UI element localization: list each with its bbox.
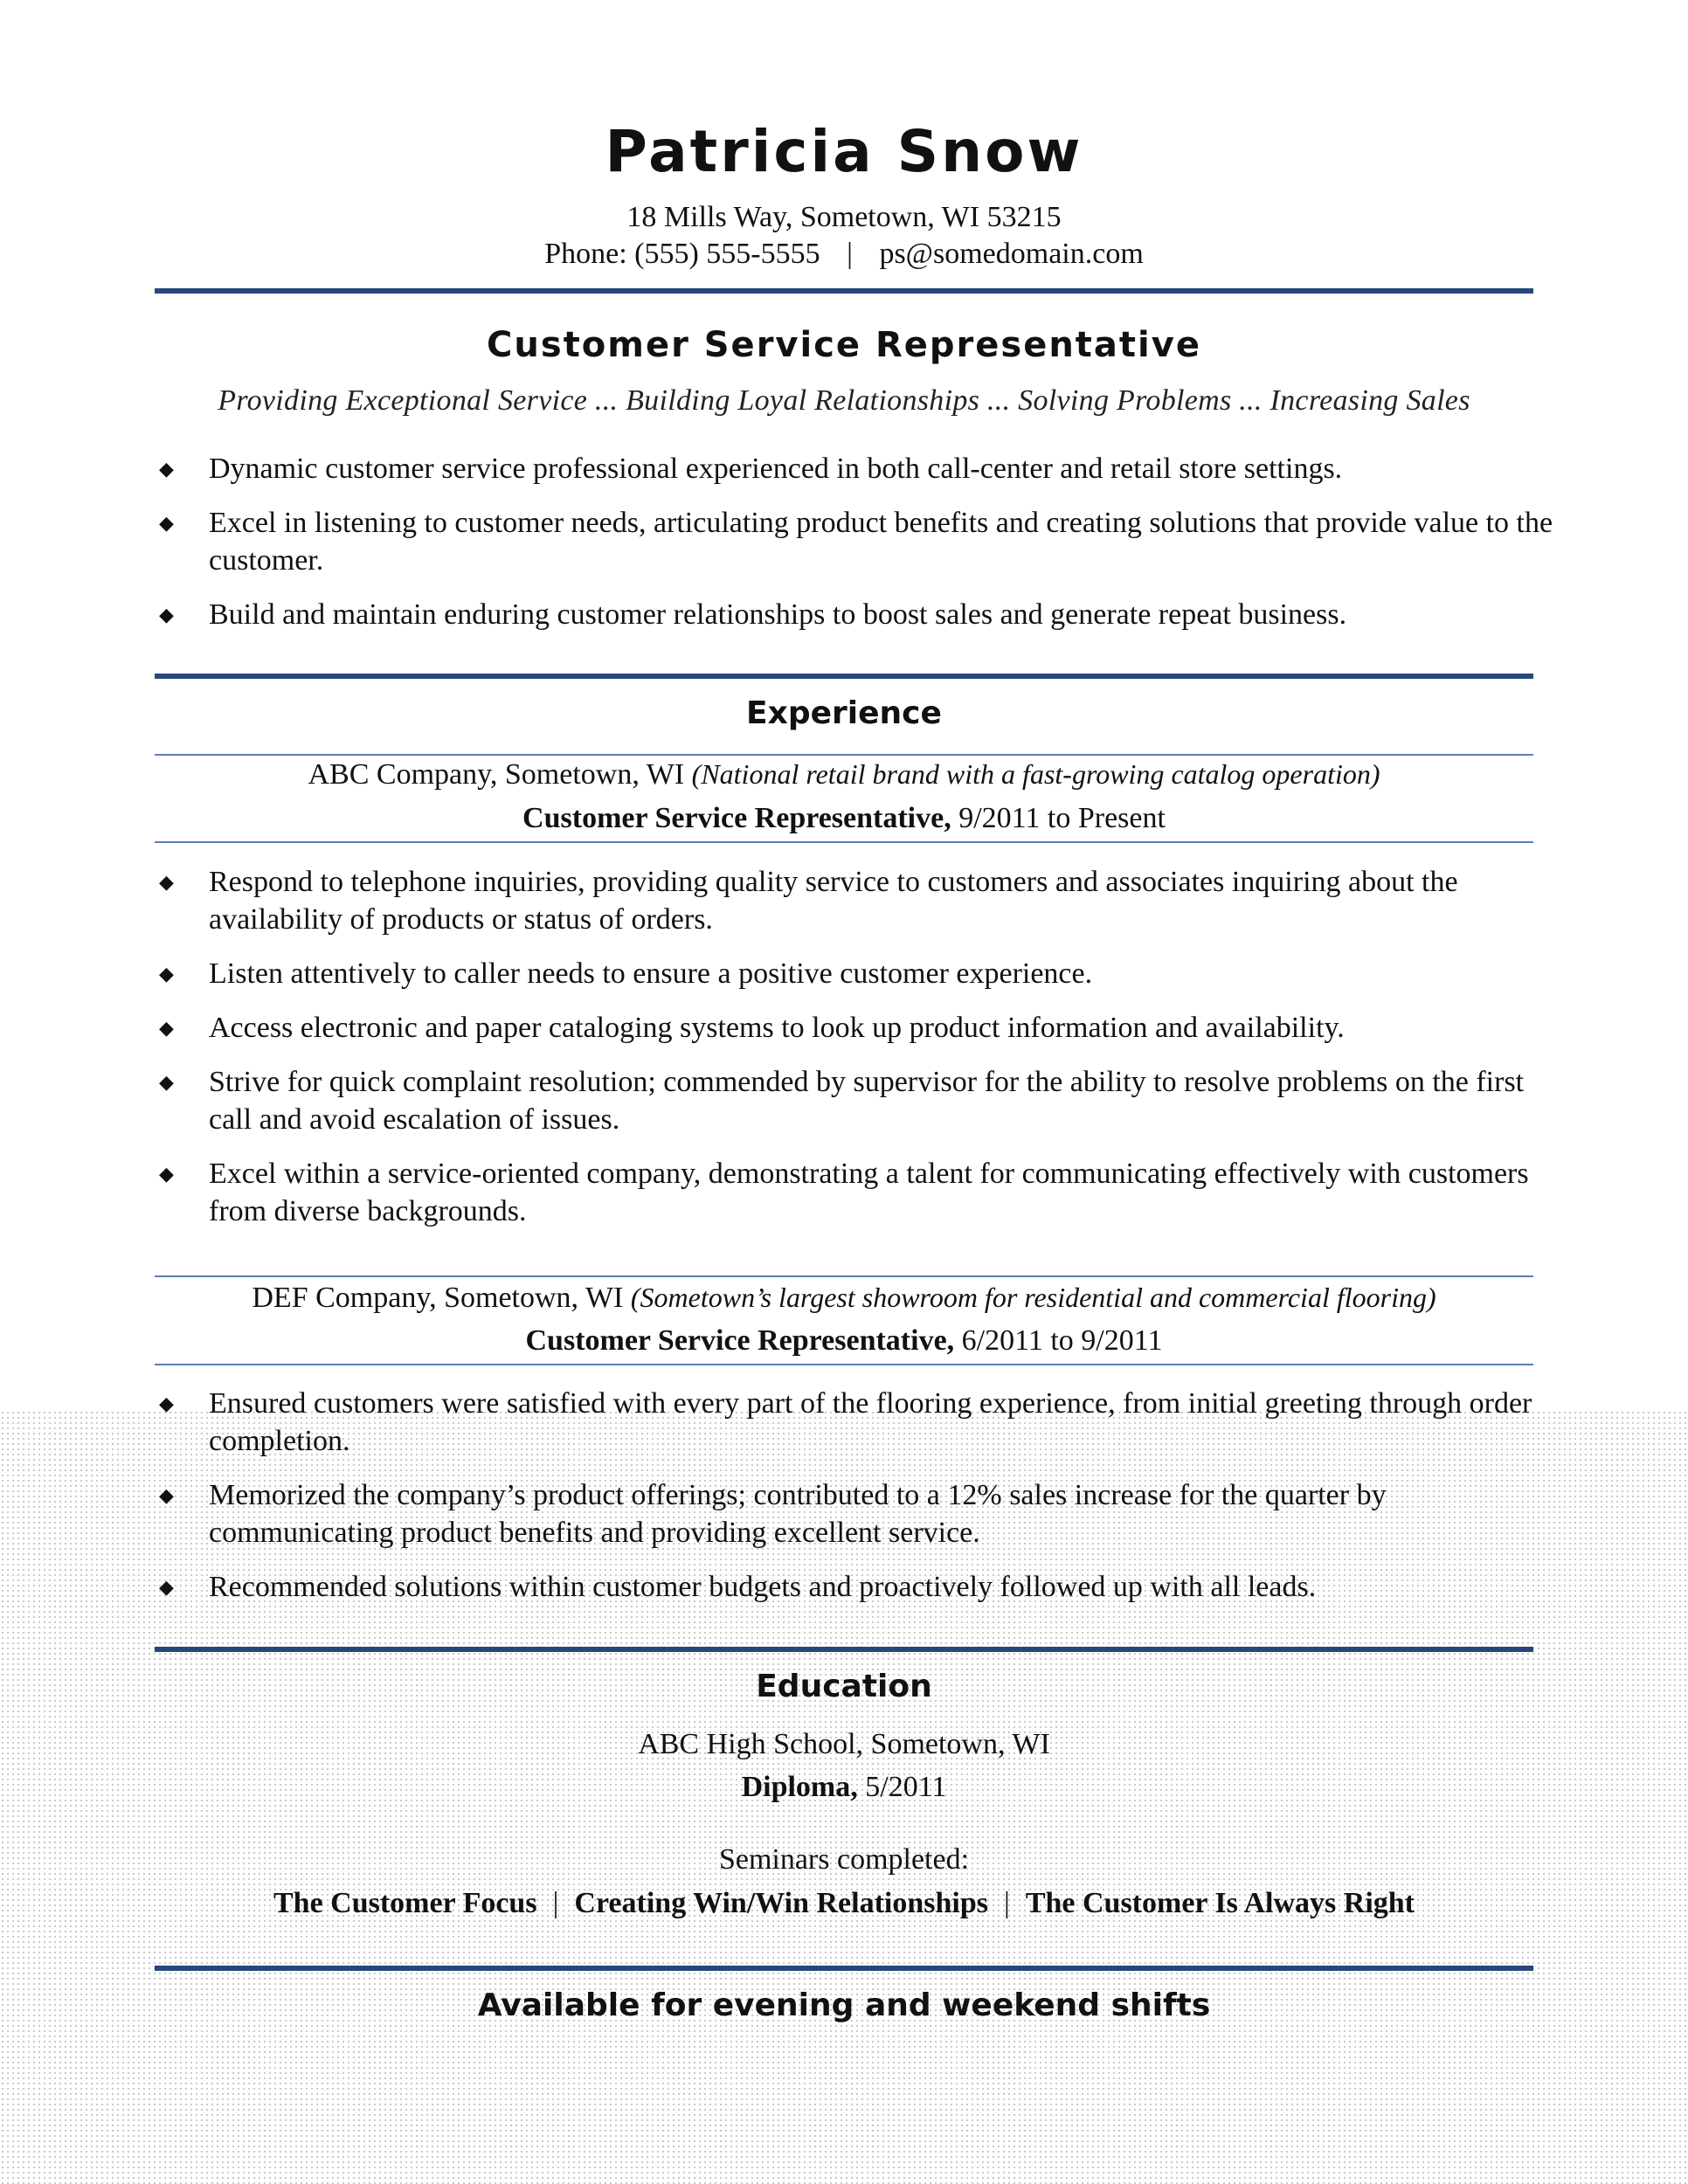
diamond-bullet-icon: ◆ (159, 512, 174, 534)
headline: Customer Service Representative (487, 325, 1201, 365)
diamond-bullet-icon: ◆ (159, 1163, 174, 1185)
job-role: Customer Service Representative, 6/2011 to 9/2011 (525, 1324, 1163, 1357)
email-link[interactable]: ps@somedomain.com (879, 238, 1144, 270)
list-item: ◆ Listen attentively to caller needs to ensure a positive customer experience. (155, 955, 1572, 992)
thin-divider (155, 841, 1533, 843)
diamond-bullet-icon: ◆ (159, 1484, 174, 1506)
phone: Phone: (555) 555-5555 (544, 238, 820, 270)
candidate-name: Patricia Snow (605, 118, 1083, 185)
divider (155, 674, 1533, 679)
address: 18 Mills Way, Sometown, WI 53215 (626, 201, 1062, 233)
job-bullets (155, 1385, 1533, 1622)
school: ABC High School, Sometown, WI (638, 1728, 1050, 1760)
list-item: ◆ Excel in listening to customer needs, articulating product benefits and creating solutions that provide value to the customer. (155, 504, 1572, 579)
list-item: ◆ Recommended solutions within customer budgets and proactively followed up with all leads. (155, 1568, 1572, 1606)
availability-note: Available for evening and weekend shifts (477, 1987, 1211, 2023)
list-item: ◆ Ensured customers were satisfied with every part of the flooring experience, from initial greeting through order completion. (155, 1385, 1572, 1460)
list-item: ◆ Access electronic and paper cataloging systems to look up product information and availability. (155, 1009, 1572, 1047)
diamond-bullet-icon: ◆ (159, 1017, 174, 1039)
list-item: ◆ Strive for quick complaint resolution; commended by supervisor for the ability to resolve problems on the first call and avoid escalation of issues. (155, 1063, 1572, 1138)
seminars-list: The Customer Focus | Creating Win/Win Relationships | The Customer Is Always Right (273, 1887, 1415, 1919)
tagline: Providing Exceptional Service ... Building Loyal Relationships ... Solving Problems ... Increasing Sales (218, 384, 1470, 417)
thin-divider (155, 754, 1533, 756)
thin-divider (155, 1275, 1533, 1277)
diamond-bullet-icon: ◆ (159, 1576, 174, 1598)
seminars-label: Seminars completed: (718, 1843, 970, 1876)
contact-line (155, 238, 1533, 271)
thin-divider (155, 1364, 1533, 1365)
diamond-bullet-icon: ◆ (159, 871, 174, 893)
diamond-bullet-icon: ◆ (159, 1071, 174, 1093)
job-company: DEF Company, Sometown, WI (Sometown’s largest showroom for residential and commercial flooring) (252, 1282, 1436, 1314)
list-item: ◆ Excel within a service-oriented company, demonstrating a talent for communicating effectively with customers from diverse backgrounds. (155, 1155, 1572, 1230)
diamond-bullet-icon: ◆ (159, 963, 174, 985)
divider (155, 1647, 1533, 1652)
list-item: ◆ Build and maintain enduring customer relationships to boost sales and generate repeat business. (155, 596, 1572, 633)
job-role: Customer Service Representative, 9/2011 to Present (522, 802, 1166, 834)
diamond-bullet-icon: ◆ (159, 1393, 174, 1414)
job-company: ABC Company, Sometown, WI (National retail brand with a fast-growing catalog operation) (308, 758, 1380, 791)
summary-bullets (155, 450, 1553, 650)
diamond-bullet-icon: ◆ (159, 604, 174, 625)
experience-title: Experience (746, 695, 942, 731)
list-item: ◆ Memorized the company’s product offerings; contributed to a 12% sales increase for the quarter by communicating product benefits and providing excellent service. (155, 1476, 1572, 1552)
divider (155, 288, 1533, 294)
degree: Diploma, 5/2011 (741, 1771, 947, 1803)
list-item: ◆ Respond to telephone inquiries, providing quality service to customers and associates inquiring about the availability of products or status of orders. (155, 863, 1572, 938)
education-title: Education (756, 1669, 932, 1704)
list-item: ◆ Dynamic customer service professional experienced in both call-center and retail store settings. (155, 450, 1572, 487)
diamond-bullet-icon: ◆ (159, 458, 174, 480)
job-bullets (155, 863, 1533, 1247)
divider (155, 1966, 1533, 1971)
contact-separator: | (847, 238, 853, 270)
